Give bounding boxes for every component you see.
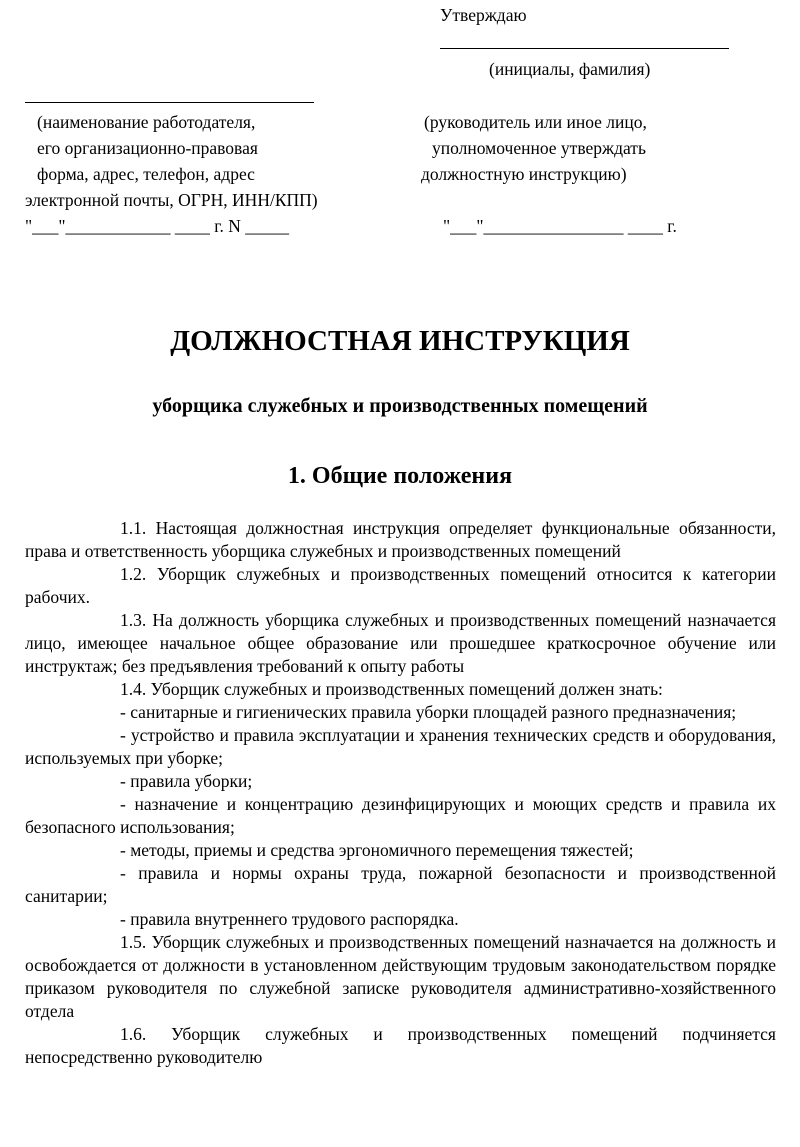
employer-caption-1: (наименование работодателя, (37, 112, 256, 132)
list-item: - правила уборки; (120, 771, 253, 791)
date-number-left: "___"____________ ____ г. N _____ (25, 216, 290, 236)
paragraph: 1.6. Уборщик служебных и производственных помещений подчиняется непосредственно руководителю (25, 1024, 776, 1067)
signature-line (440, 48, 729, 49)
section-heading: 1. Общие положения (287, 463, 513, 489)
paragraph: 1.5. Уборщик служебных и производственных помещений назначается на должность и освобождается от должности в установленном действующим трудовым законодательством порядке приказом руководителя по служебной записке руководителя административно-хозяйственного отдела (25, 932, 776, 1021)
list-item: - назначение и концентрацию дезинфицирующих и моющих средств и правила их безопасного использования; (25, 794, 776, 837)
head-caption-3: должностную инструкцию) (421, 164, 627, 184)
head-caption-1: (руководитель или иное лицо, (424, 112, 647, 132)
date-right: "___"________________ ____ г. (443, 216, 677, 236)
initials-caption: (инициалы, фамилия) (489, 59, 651, 79)
list-item: - правила внутреннего трудового распорядка. (120, 909, 459, 929)
list-item: - устройство и правила эксплуатации и хранения технических средств и оборудования, используемых при уборке; (25, 725, 776, 768)
employer-caption-3: форма, адрес, телефон, адрес (37, 164, 255, 184)
employer-caption-4: электронной почты, ОГРН, ИНН/КПП) (25, 190, 318, 210)
list-item: - правила и нормы охраны труда, пожарной безопасности и производственной санитарии; (25, 863, 776, 906)
employer-caption-2: его организационно-правовая (37, 138, 258, 158)
paragraph: 1.2. Уборщик служебных и производственных помещений относится к категории рабочих. (25, 564, 776, 607)
employer-line (25, 102, 314, 103)
paragraph: 1.3. На должность уборщика служебных и производственных помещений назначается лицо, имеющее начальное общее образование или прошедшее краткосрочное обучение или инструктаж; без предъявления требований к опыту работы (25, 610, 776, 676)
head-caption-2: уполномоченное утверждать (432, 138, 646, 158)
paragraph: 1.4. Уборщик служебных и производственных помещений должен знать: (120, 679, 663, 699)
approve-label: Утверждаю (440, 5, 527, 25)
list-item: - санитарные и гигиенических правила уборки площадей разного предназначения; (120, 702, 737, 722)
paragraph: 1.1. Настоящая должностная инструкция определяет функциональные обязанности, права и ответственность уборщика служебных и производственных помещений (25, 518, 776, 561)
section-body (25, 517, 776, 1069)
list-item: - методы, приемы и средства эргономичного перемещения тяжестей; (120, 840, 634, 860)
document-subtitle: уборщика служебных и производственных помещений (152, 395, 648, 417)
document-title: ДОЛЖНОСТНАЯ ИНСТРУКЦИЯ (170, 325, 630, 357)
